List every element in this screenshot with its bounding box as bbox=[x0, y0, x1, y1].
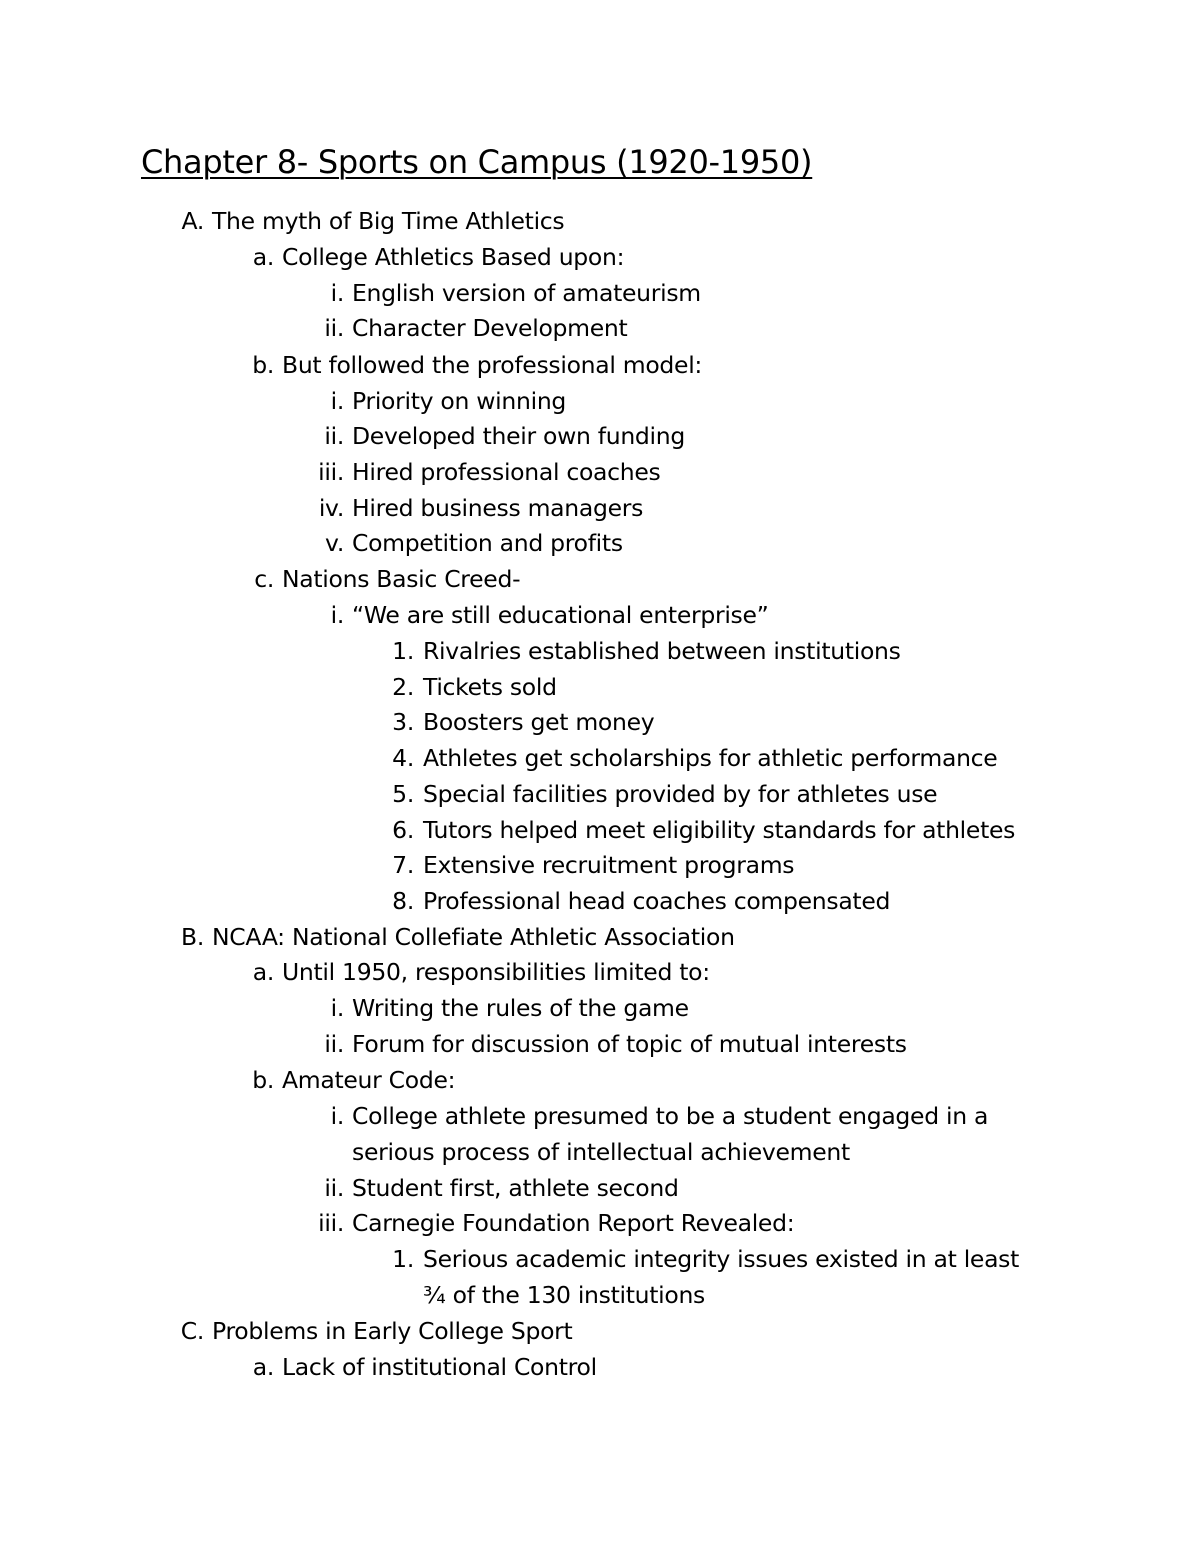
outline-text: Writing the rules of the game bbox=[352, 994, 689, 1022]
outline-text: Lack of institutional Control bbox=[282, 1353, 597, 1381]
outline-text: Extensive recruitment programs bbox=[423, 851, 795, 879]
outline-marker: i. bbox=[330, 1102, 344, 1130]
outline-text: Hired business managers bbox=[352, 494, 644, 522]
outline-marker: 8. bbox=[392, 887, 414, 915]
outline-marker: 4. bbox=[392, 744, 414, 772]
outline-text: “We are still educational enterprise” bbox=[352, 601, 769, 629]
outline-marker: iv. bbox=[318, 494, 344, 522]
outline-text: Forum for discussion of topic of mutual interests bbox=[352, 1030, 907, 1058]
outline-marker: 6. bbox=[392, 816, 414, 844]
outline-text: Athletes get scholarships for athletic performance bbox=[423, 744, 998, 772]
outline-text: ¾ of the 130 institutions bbox=[423, 1281, 706, 1309]
outline-marker: c. bbox=[254, 565, 274, 593]
outline-marker: ii. bbox=[324, 1174, 344, 1202]
outline-text: Nations Basic Creed- bbox=[282, 565, 521, 593]
outline-text: Tutors helped meet eligibility standards for athletes bbox=[423, 816, 1016, 844]
outline-marker: ii. bbox=[324, 422, 344, 450]
outline-text: Hired professional coaches bbox=[352, 458, 661, 486]
outline-marker: 1. bbox=[392, 1245, 414, 1273]
outline-text: Problems in Early College Sport bbox=[212, 1317, 573, 1345]
outline-marker: 7. bbox=[392, 851, 414, 879]
outline-marker: a. bbox=[252, 1353, 274, 1381]
outline-text: College athlete presumed to be a student engaged in a bbox=[352, 1102, 989, 1130]
outline-marker: i. bbox=[330, 994, 344, 1022]
outline-marker: i. bbox=[330, 601, 344, 629]
outline-text: English version of amateurism bbox=[352, 279, 701, 307]
outline-marker: a. bbox=[252, 958, 274, 986]
outline-text: Boosters get money bbox=[423, 708, 655, 736]
outline-text: Character Development bbox=[352, 314, 628, 342]
outline-marker: A. bbox=[181, 207, 204, 235]
outline-marker: iii. bbox=[318, 458, 344, 486]
outline-marker: C. bbox=[180, 1317, 204, 1345]
outline-text: Carnegie Foundation Report Revealed: bbox=[352, 1209, 795, 1237]
outline-text: Professional head coaches compensated bbox=[423, 887, 891, 915]
outline-marker: 2. bbox=[392, 673, 414, 701]
outline-marker: ii. bbox=[324, 1030, 344, 1058]
outline-text: Developed their own funding bbox=[352, 422, 685, 450]
outline-text: Tickets sold bbox=[423, 673, 557, 701]
outline-text: Rivalries established between institutions bbox=[423, 637, 901, 665]
outline-marker: i. bbox=[330, 279, 344, 307]
outline-marker: 1. bbox=[392, 637, 414, 665]
outline-marker: ii. bbox=[324, 314, 344, 342]
outline-text: serious process of intellectual achievement bbox=[352, 1138, 850, 1166]
outline-marker: i. bbox=[330, 387, 344, 415]
outline-text: Until 1950, responsibilities limited to: bbox=[282, 958, 710, 986]
outline-marker: iii. bbox=[318, 1209, 344, 1237]
outline-text: But followed the professional model: bbox=[282, 351, 703, 379]
outline-text: Priority on winning bbox=[352, 387, 567, 415]
outline-text: Special facilities provided by for athletes use bbox=[423, 780, 938, 808]
outline-text: Student first, athlete second bbox=[352, 1174, 679, 1202]
outline-marker: B. bbox=[181, 923, 204, 951]
outline-text: NCAA: National Collefiate Athletic Association bbox=[212, 923, 735, 951]
outline-text: Amateur Code: bbox=[282, 1066, 456, 1094]
outline-marker: b. bbox=[252, 351, 274, 379]
outline-text: Competition and profits bbox=[352, 529, 623, 557]
outline-marker: 5. bbox=[392, 780, 414, 808]
outline-marker: 3. bbox=[392, 708, 414, 736]
page-title: Chapter 8- Sports on Campus (1920-1950) bbox=[141, 143, 813, 181]
outline-marker: v. bbox=[325, 529, 344, 557]
outline-text: Serious academic integrity issues existed in at least bbox=[423, 1245, 1020, 1273]
outline-marker: b. bbox=[252, 1066, 274, 1094]
outline-marker: a. bbox=[252, 243, 274, 271]
outline-text: College Athletics Based upon: bbox=[282, 243, 625, 271]
outline-text: The myth of Big Time Athletics bbox=[212, 207, 565, 235]
